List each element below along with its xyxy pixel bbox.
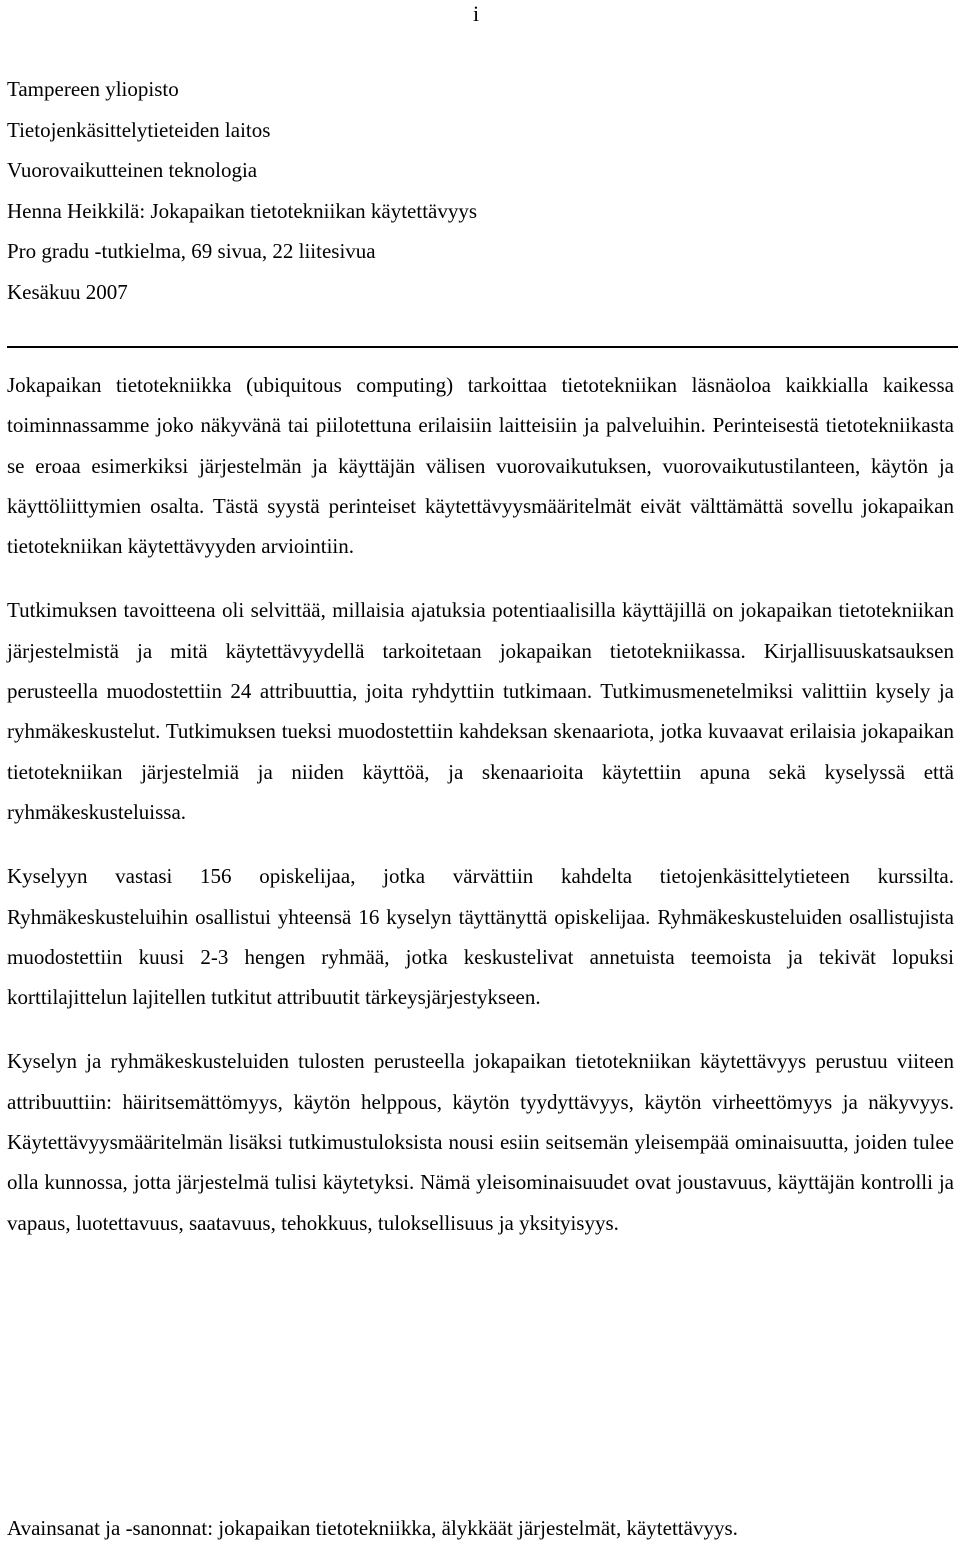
horizontal-divider — [7, 346, 958, 348]
page-number: i — [473, 1, 480, 26]
program-name: Vuorovaikutteinen teknologia — [7, 158, 258, 182]
thesis-metadata — [7, 69, 953, 312]
author-and-title: Henna Heikkilä: Jokapaikan tietotekniikan käytettävyys — [7, 198, 478, 223]
abstract-paragraph-4: Kyselyn ja ryhmäkeskusteluiden tulosten perusteella jokapaikan tietotekniikan käytettävyys perustuu viiteen attribuuttiin: häiritsemättömyys, käytön helppous, käytön tyydyttävyys, käytön virheettömyys ja näkyvyys. Käytettävyysmääritelmän lisäksi tutkimustuloksista nousi esiin seitsemän yleisempää ominaisuutta, joiden tulee olla kunnossa, jotta järjestelmä tulisi käytetyksi. Nämä yleisominaisuudet ovat joustavuus, käyttäjän kontrolli ja vapaus, luotettavuus, saatavuus, tehokkuus, tuloksellisuus ja yksityisyys. — [7, 1049, 954, 1235]
university-name: Tampereen yliopisto — [7, 77, 179, 101]
thesis-info: Pro gradu -tutkielma, 69 sivua, 22 liitesivua — [7, 239, 376, 263]
department-name: Tietojenkäsittelytieteiden laitos — [7, 117, 271, 142]
abstract-paragraph-3: Kyselyyn vastasi 156 opiskelijaa, jotka värvättiin kahdelta tietojenkäsittelytieteen kurssilta. Ryhmäkeskusteluihin osallistui yhteensä 16 kyselyn täyttänyttä opiskelijaa. Ryhmäkeskusteluiden osallistujista muodostettiin kuusi 2-3 hengen ryhmää, jotka keskustelivat annetuista teemoista ja tekivät lopuksi korttilajittelun lajitellen tutkitut attribuutit tärkeysjärjestykseen. — [7, 864, 954, 1010]
thesis-date: Kesäkuu 2007 — [7, 279, 128, 304]
abstract-paragraph-1: Jokapaikan tietotekniikka (ubiquitous computing) tarkoittaa tietotekniikan läsnäoloa kaikkialla kaikessa toiminnassamme joko näkyvänä tai piilotettuna erilaisiin laitteisiin ja palveluihin. Perinteisestä tietotekniikasta se eroaa esimerkiksi järjestelmän ja käyttäjän välisen vuorovaikutuksen, vuorovaikutustilanteen, käytön ja käyttöliittymien osalta. Tästä syystä perinteiset käytettävyysmääritelmät eivät välttämättä sovellu jokapaikan tietotekniikan käytettävyyden arviointiin. — [7, 373, 954, 559]
keywords-line: Avainsanat ja -sanonnat: jokapaikan tietotekniikka, älykkäät järjestelmät, käytettävyys. — [7, 1516, 738, 1540]
abstract-body — [7, 365, 954, 1267]
abstract-paragraph-2: Tutkimuksen tavoitteena oli selvittää, millaisia ajatuksia potentiaalisilla käyttäjillä on jokapaikan tietotekniikan järjestelmistä ja mitä käytettävyydellä tarkoitetaan jokapaikan tietotekniikassa. Kirjallisuuskatsauksen perusteella muodostettiin 24 attribuuttia, joita ryhdyttiin tutkimaan. Tutkimusmenetelmiksi valittiin kysely ja ryhmäkeskustelut. Tutkimuksen tueksi muodostettiin kahdeksan skenaariota, jotka kuvaavat erilaisia jokapaikan tietotekniikan järjestelmiä ja niiden käyttöä, ja skenaarioita käytettiin apuna sekä kyselyssä että ryhmäkeskusteluissa. — [7, 598, 954, 824]
